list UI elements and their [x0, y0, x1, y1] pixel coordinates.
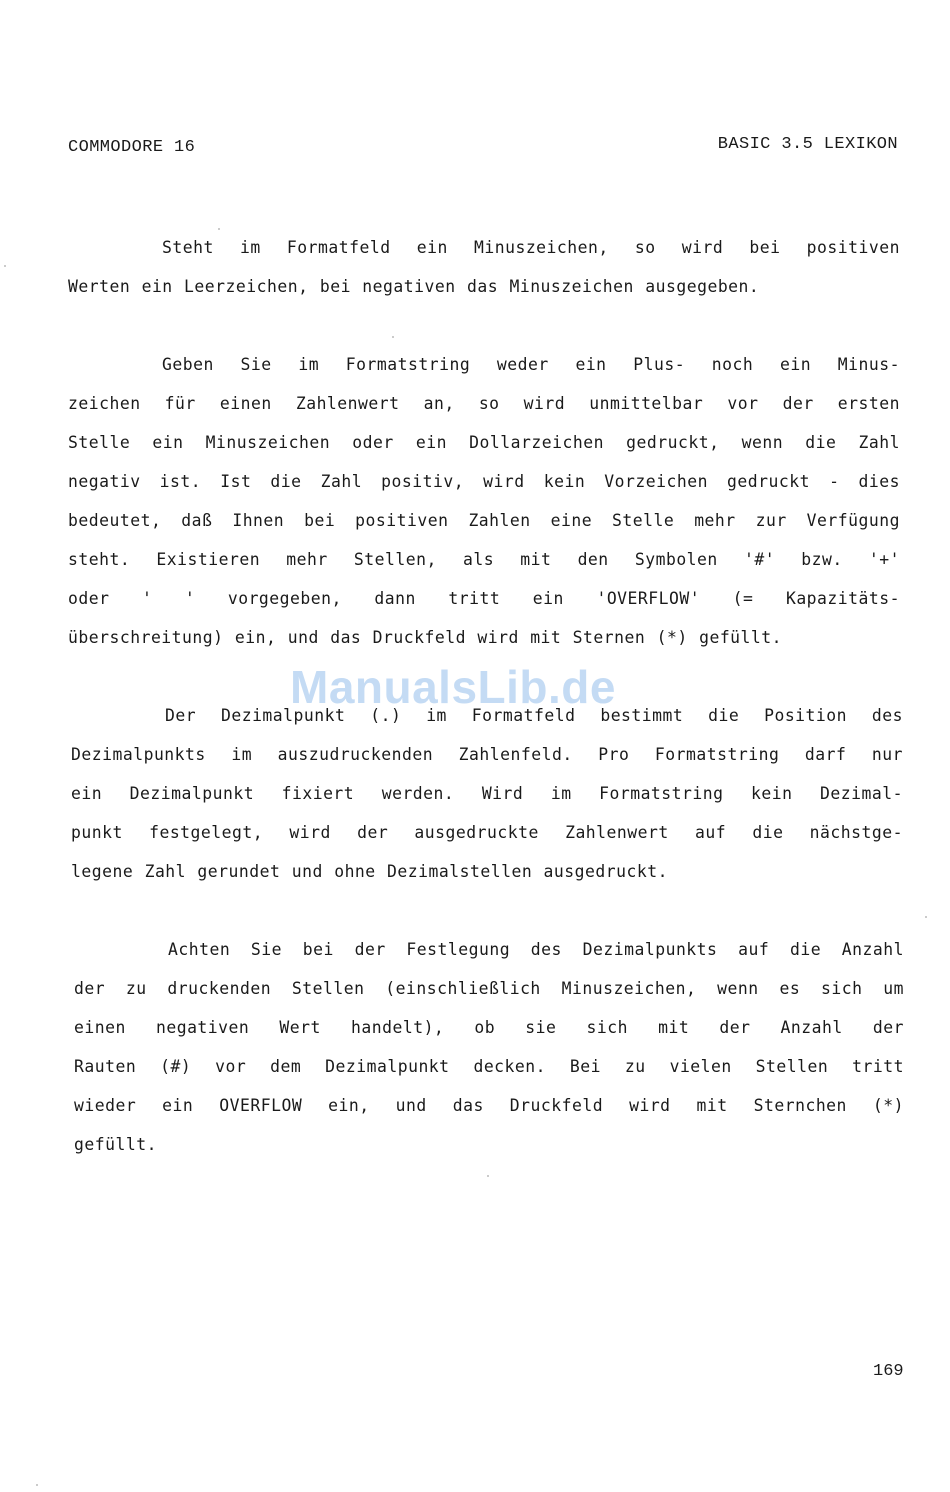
paragraph-overflow: [74, 930, 904, 1164]
text-line: negativ ist. Ist die Zahl positiv, wird kein Vorzeichen gedruckt - dies: [68, 472, 900, 491]
scan-speck: [36, 1484, 38, 1486]
text-line: einen negativen Wert handelt), ob sie sich mit der Anzahl der: [74, 1018, 904, 1037]
text-line: Achten Sie bei der Festlegung des Dezimalpunkts auf die Anzahl: [168, 940, 904, 959]
text-line: Der Dezimalpunkt (.) im Formatfeld bestimmt die Position des: [165, 706, 903, 725]
text-line: legene Zahl gerundet und ohne Dezimalstellen ausgedruckt.: [71, 862, 668, 881]
scan-speck: [392, 336, 394, 338]
paragraph-decimal-point: [71, 696, 903, 891]
text-line: steht. Existieren mehr Stellen, als mit den Symbolen '#' bzw. '+': [68, 550, 900, 569]
text-line: Stelle ein Minuszeichen oder ein Dollarzeichen gedruckt, wenn die Zahl: [68, 433, 900, 452]
text-line: Werten ein Leerzeichen, bei negativen das Minuszeichen ausgegeben.: [68, 277, 760, 296]
text-line: überschreitung) ein, und das Druckfeld wird mit Sternen (*) gefüllt.: [68, 628, 783, 647]
text-line: Geben Sie im Formatstring weder ein Plus- noch ein Minus-: [162, 355, 900, 374]
scan-speck: [925, 916, 927, 918]
scan-speck: [487, 1175, 489, 1177]
paragraph-minus-sign: [68, 228, 900, 306]
text-line: oder ' ' vorgegeben, dann tritt ein 'OVERFLOW' (= Kapazitäts-: [68, 589, 900, 608]
text-line: der zu druckenden Stellen (einschließlich Minuszeichen, wenn es sich um: [74, 979, 904, 998]
text-line: bedeutet, daß Ihnen bei positiven Zahlen eine Stelle mehr zur Verfügung: [68, 511, 900, 530]
watermark-logo: ManualsLib.de: [290, 661, 616, 713]
text-line: Rauten (#) vor dem Dezimalpunkt decken. Bei zu vielen Stellen tritt: [74, 1057, 904, 1076]
running-header-left: COMMODORE 16: [68, 138, 196, 157]
text-line: punkt festgelegt, wird der ausgedruckte Zahlenwert auf die nächstge-: [71, 823, 903, 842]
scan-speck: [4, 265, 6, 267]
running-header-right: BASIC 3.5 LEXIKON: [717, 135, 898, 154]
text-line: zeichen für einen Zahlenwert an, so wird unmittelbar vor der ersten: [68, 394, 900, 413]
text-line: Steht im Formatfeld ein Minuszeichen, so wird bei positiven: [162, 238, 900, 257]
scan-speck: [218, 228, 220, 230]
paragraph-sign-handling: [68, 345, 900, 657]
page-number: 169: [873, 1362, 904, 1381]
text-line: Dezimalpunkts im auszudruckenden Zahlenfeld. Pro Formatstring darf nur: [71, 745, 903, 764]
text-line: ein Dezimalpunkt fixiert werden. Wird im Formatstring kein Dezimal-: [71, 784, 903, 803]
text-line: gefüllt.: [74, 1135, 157, 1154]
text-line: wieder ein OVERFLOW ein, und das Druckfeld wird mit Sternchen (*): [74, 1096, 904, 1115]
